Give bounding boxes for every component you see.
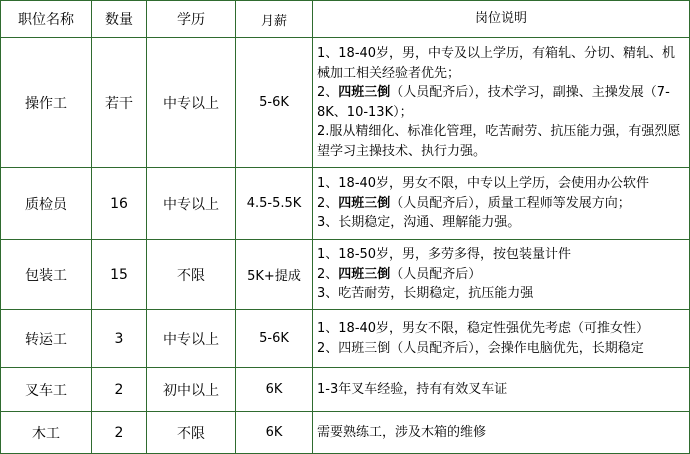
cell-description [313, 310, 690, 368]
column-header-education: 学历 [147, 1, 236, 38]
description-text: 2、 [317, 266, 339, 282]
description-text: 1、18-40岁，男女不限，中专以上学历，会使用办公软件 [317, 176, 650, 192]
column-header-salary: 月薪 [236, 1, 313, 38]
table-body [1, 38, 690, 454]
cell-education: 初中以上 [147, 368, 236, 412]
description-emphasis: 四班三倒 [338, 195, 391, 211]
description-emphasis: 四班三倒 [338, 85, 391, 100]
cell-description [313, 412, 690, 454]
cell-salary: 4.5-5.5K [236, 168, 313, 240]
description-text: （人员配齐后），质量工程师等发展方向； [390, 195, 631, 211]
cell-description [313, 168, 690, 240]
description-line [317, 339, 685, 359]
description-line [317, 44, 685, 83]
description-text: 1-3年叉车经验，持有有效叉车证 [317, 381, 508, 397]
description-text: （人员配齐后），技术学习，副操、主操发展（7-8K、10-13K）； [317, 85, 670, 120]
cell-headcount: 2 [92, 412, 147, 454]
cell-job-title: 操作工 [1, 38, 92, 168]
table-header-row [1, 1, 690, 38]
cell-description [313, 38, 690, 168]
cell-education: 中专以上 [147, 310, 236, 368]
cell-education: 不限 [147, 412, 236, 454]
column-header-title: 职位名称 [1, 1, 92, 38]
description-text: 1、18-40岁，男女不限，稳定性强优先考虑（可推女性） [317, 321, 650, 336]
cell-job-title: 质检员 [1, 168, 92, 240]
table-row [1, 240, 690, 310]
cell-headcount: 15 [92, 240, 147, 310]
description-text: 2.服从精细化、标准化管理，吃苦耐劳、抗压能力强，有强烈愿望学习主操技术、执行力强。 [317, 124, 681, 159]
column-header-description: 岗位说明 [313, 1, 690, 38]
description-text: 2、 [317, 85, 339, 100]
column-header-count: 数量 [92, 1, 147, 38]
cell-headcount: 16 [92, 168, 147, 240]
cell-job-title: 转运工 [1, 310, 92, 368]
cell-salary: 5-6K [236, 310, 313, 368]
description-line [317, 380, 685, 400]
description-text: 1、18-50岁，男，多劳多得，按包装量计件 [317, 247, 572, 263]
cell-headcount: 2 [92, 368, 147, 412]
description-line [317, 122, 685, 161]
description-line [317, 265, 685, 285]
description-emphasis: 四班三倒 [338, 266, 391, 282]
description-line [317, 213, 685, 233]
cell-headcount: 若干 [92, 38, 147, 168]
cell-education: 中专以上 [147, 168, 236, 240]
description-text: 2、 [317, 195, 339, 211]
cell-description [313, 240, 690, 310]
cell-description [313, 368, 690, 412]
description-text: （人员配齐后） [390, 266, 482, 282]
description-line [317, 245, 685, 265]
table-row [1, 412, 690, 454]
description-line [317, 319, 685, 339]
description-line [317, 194, 685, 214]
cell-education: 中专以上 [147, 38, 236, 168]
description-text: 3、长期稳定，沟通、理解能力强。 [317, 215, 521, 231]
table-row [1, 38, 690, 168]
cell-salary: 5K+提成 [236, 240, 313, 310]
description-line [317, 284, 685, 304]
description-text: 2、四班三倒（人员配齐后），会操作电脑优先，长期稳定 [317, 340, 644, 356]
cell-salary: 6K [236, 412, 313, 454]
description-line [317, 174, 685, 194]
table-header [1, 1, 690, 38]
cell-salary: 6K [236, 368, 313, 412]
cell-job-title: 包装工 [1, 240, 92, 310]
description-text: 3、吃苦耐劳，长期稳定，抗压能力强 [317, 286, 534, 302]
description-text: 需要熟练工，涉及木箱的维修 [317, 424, 487, 440]
table-row [1, 168, 690, 240]
description-text: 1、18-40岁，男，中专及以上学历，有箱轧、分切、精轧、机械加工相关经验者优先； [317, 46, 676, 81]
cell-education: 不限 [147, 240, 236, 310]
description-line [317, 83, 685, 122]
description-line [317, 423, 685, 443]
cell-salary: 5-6K [236, 38, 313, 168]
table-row [1, 310, 690, 368]
cell-job-title: 木工 [1, 412, 92, 454]
cell-job-title: 叉车工 [1, 368, 92, 412]
table-row [1, 368, 690, 412]
cell-headcount: 3 [92, 310, 147, 368]
